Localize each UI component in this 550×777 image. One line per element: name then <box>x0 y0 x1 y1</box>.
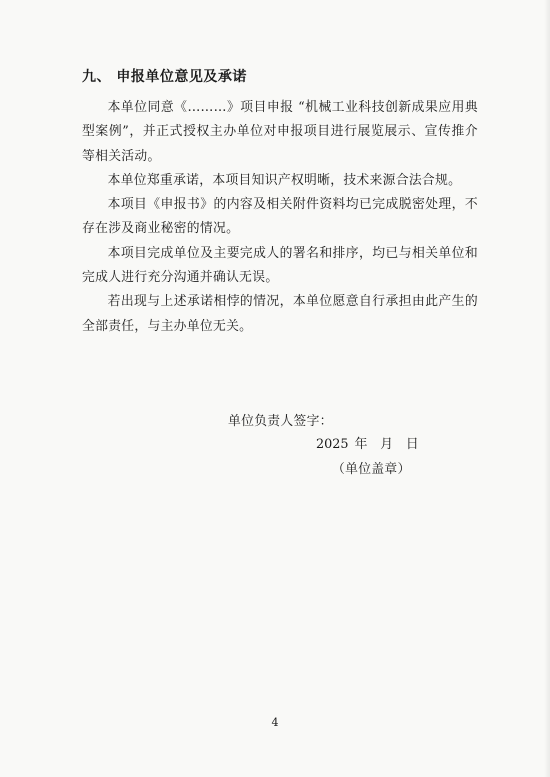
paragraph-declassification: 本项目《申报书》的内容及相关附件资料均已完成脱密处理，不存在涉及商业秘密的情况。 <box>82 197 478 237</box>
seal-label: （单位盖章） <box>332 462 411 477</box>
signer-label: 单位负责人签字： <box>228 414 333 429</box>
paragraph-ip-commitment: 本单位郑重承诺，本项目知识产权明晰，技术来源合法合规。 <box>107 172 462 188</box>
paragraph-authorship: 本项目完成单位及主要完成人的署名和排序，均已与相关单位和完成人进行充分沟通并确认无误。 <box>82 245 478 286</box>
section-heading: 九、 申报单位意见及承诺 <box>82 69 247 85</box>
paragraph-liability: 若出现与上述承诺相悖的情况，本单位愿意自行承担由此产生的全部责任，与主办单位无关。 <box>82 294 478 334</box>
commitment-body <box>82 96 478 339</box>
page-edge-shadow <box>544 0 550 777</box>
page-number: 4 <box>271 716 279 729</box>
date-line: 2025 年 月 日 <box>316 437 419 452</box>
paragraph-consent: 本单位同意《………》项目申报 “机械工业科技创新成果应用典型案例”，并正式授权主办单位对申报项目进行展览展示、宣传推介等相关活动。 <box>82 100 478 164</box>
